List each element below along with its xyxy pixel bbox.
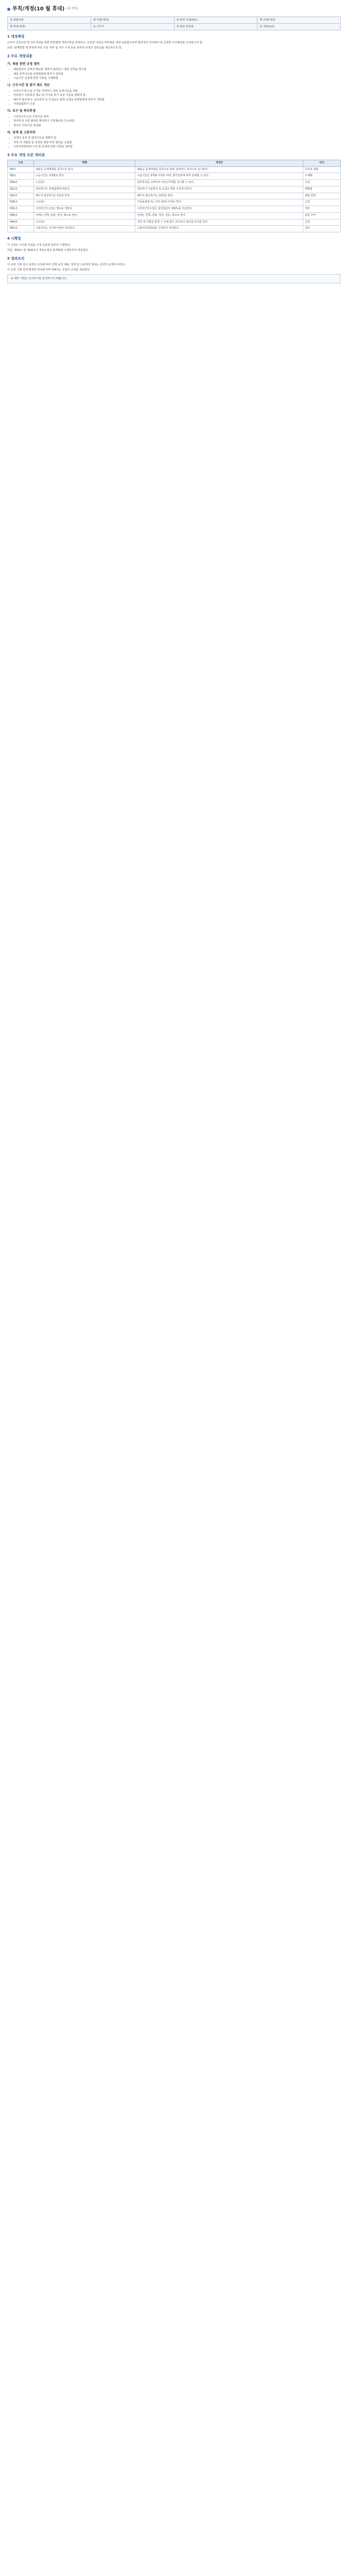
summary-row: [8, 23, 341, 30]
table-cell: <신설>: [34, 199, 135, 206]
list-item: • 가족돌봄휴가 신설: [13, 102, 341, 106]
table-row: [8, 166, 341, 173]
table-cell: 신설: [303, 219, 341, 226]
table-cell: 명확화: [303, 186, 341, 193]
table-cell: 시간외근무수당은 별도로 정한다.: [34, 206, 135, 213]
subsection-heading: 가. 채용 관련 규정 정비: [7, 62, 40, 66]
list-item: • 유연근무제 도입 근거를 마련하고 세부 운영기준을 정함: [13, 89, 341, 93]
table-cell: 제25조: [8, 193, 34, 199]
table-cell: 제22조: [8, 186, 34, 193]
table-cell: 연차휴가는 관계법령에 따른다.: [34, 186, 135, 193]
list-item: • 경조사 지원기준 현실화: [13, 124, 341, 128]
document-section: [7, 256, 341, 273]
list-item: • 배우자 출산휴가, 육아휴직 등 모성보호 관련 규정을 관계법령에 맞추어 개정함: [13, 98, 341, 102]
summary-table: [7, 16, 341, 30]
table-cell: 연차휴가 사용촉진 및 보상은 별표 기준에 따른다.: [135, 186, 303, 193]
table-row: [8, 173, 341, 180]
section-paragraph: 이 규정 시행 당시 종전의 규정에 따라 진행 중인 채용, 징계 및 고충처리 절차는 종전의 규정에 따른다.: [7, 263, 126, 267]
table-cell: 수습기간은 3개월 이내로 하며, 평가결과에 따라 단축할 수 있다.: [135, 173, 303, 180]
summary-cell: 제 조항(개정): [91, 16, 174, 23]
table-cell: 제47조: [8, 226, 34, 232]
table-cell: 법령 반영: [303, 193, 341, 199]
table-cell: 배우자 출산휴가는 5일로 한다.: [34, 193, 135, 199]
table-cell: 신설: [303, 180, 341, 187]
table-row: [8, 212, 341, 219]
section-heading: 2 주요 개정내용: [7, 54, 32, 59]
table-row: [8, 199, 341, 206]
summary-cell: 과 개정(4초): [257, 23, 341, 30]
list-item: • 징계의 종류 및 양정기준을 명확히 함: [13, 136, 341, 140]
table-row: [8, 180, 341, 187]
table-cell: 신설: [303, 199, 341, 206]
summary-cell: 제 조항(개정): [257, 16, 341, 23]
summary-cell: 과 관련 조항(4초): [174, 16, 257, 23]
table-cell: 고충처리위원회를 구성하여 처리한다.: [135, 226, 303, 232]
document-section: [7, 152, 341, 232]
subsection-heading: 다. 보수 및 복리후생: [7, 109, 36, 113]
table-cell: 정비: [303, 226, 341, 232]
table-row: [8, 186, 341, 193]
document-title: [7, 4, 341, 16]
document-section: [7, 54, 341, 149]
summary-row: [8, 16, 341, 23]
table-header-row: [8, 160, 341, 166]
summary-cell: 과 관련조항: [8, 16, 91, 23]
table-cell: 제9조: [8, 173, 34, 180]
list-item: • 고충처리위원회 구성 및 운영에 관한 사항을 정비함: [13, 145, 341, 149]
table-cell: 업무특성을 고려하여 유연근무제를 실시할 수 있다.: [135, 180, 303, 187]
section-paragraph: 이 규정 시행 전에 발생한 연차휴가에 대해서는 종전의 규정을 적용한다.: [7, 268, 91, 272]
summary-cell: 실 근무지: [91, 23, 174, 30]
summary-cell: 제 개정(개정): [8, 23, 91, 30]
section-heading: 5 경과조치: [7, 256, 25, 261]
section-paragraph: 이 규정은 이사회 의결을 거쳐 공포한 날부터 시행한다.: [7, 243, 71, 247]
table-row: [8, 193, 341, 199]
table-cell: 배우자 출산휴가는 10일로 한다.: [135, 193, 303, 199]
table-cell: 제5조: [8, 166, 34, 173]
table-cell: 정비: [303, 206, 341, 213]
subsection-list: [7, 89, 341, 107]
table-cell: 채용은 공개경쟁을 원칙으로 하며, 블라인드 방식으로 실시한다.: [135, 166, 303, 173]
table-cell: 징계는 견책, 감봉, 정직, 강등, 해고로 한다.: [135, 212, 303, 219]
table-cell: 제40조: [8, 212, 34, 219]
document-section: [7, 34, 341, 50]
section-heading: 4 시행일: [7, 236, 21, 241]
table-header-cell: 비고: [303, 160, 341, 166]
table-cell: 종류 추가: [303, 212, 341, 219]
section-paragraph: 근로자 신분보장 및 처우개선을 위한 관련법령 개정사항을 반영하고, 운영상 나타난 미비점을 개선·보완함으로써 합리적인 인사관리 및 공정한 근무환경을 조성하고자 함.: [7, 41, 203, 45]
section-paragraph: 또한, 관계법령 제·개정에 따른 조문 정비 및 자구 수정 등을 통하여 규정의 실효성을 제고하고자 함.: [7, 46, 123, 50]
table-cell: <신설>: [34, 180, 135, 187]
list-item: • 연차휴가 사용촉진 제도 및 미사용 휴가 보상 기준을 명확히 함: [13, 93, 341, 97]
list-item: • 직장 내 괴롭힘 및 성희롱 예방·처리 절차를 신설함: [13, 141, 341, 145]
document-page: [0, 0, 348, 283]
table-cell: 직장 내 괴롭힘 발생 시 지체 없이 조사하고 필요한 조치를 한다.: [135, 219, 303, 226]
table-cell: 징계는 견책, 감봉, 정직, 해고로 한다.: [34, 212, 135, 219]
list-item: • 시간외근무수당 산정기준 정비: [13, 115, 341, 119]
table-cell: 시간외근무수당은 통상임금의 150%를 지급한다.: [135, 206, 303, 213]
title-text: 부칙/개정(10 월 휴대): [12, 6, 65, 12]
table-row: [8, 226, 341, 232]
table-cell: 가족돌봄휴가는 연간 10일 이내로 한다.: [135, 199, 303, 206]
table-row: [8, 219, 341, 226]
subsection-list: [7, 136, 341, 149]
section-paragraph: 다만, 제25조 및 제26조의 개정규정은 관계법령 시행일부터 적용한다.: [7, 248, 89, 252]
table-cell: 제26조: [8, 199, 34, 206]
bullet-icon: [7, 8, 10, 11]
table-header-cell: 개정안: [135, 160, 303, 166]
subsection-heading: 라. 징계 및 고충처리: [7, 130, 36, 134]
revision-table: [7, 160, 341, 232]
summary-cell: 과 관련 위원회: [174, 23, 257, 30]
subsection-list: [7, 67, 341, 80]
table-cell: 고충처리는 인사부서에서 처리한다.: [34, 226, 135, 232]
document-body: [7, 34, 341, 273]
subsection-list: [7, 115, 341, 128]
table-header-cell: 현행: [34, 160, 135, 166]
notice-box: ※ 세부 사항은 인사부서로 문의하시기 바랍니다.: [7, 274, 341, 283]
table-row: [8, 206, 341, 213]
table-header-cell: 구분: [8, 160, 34, 166]
list-item: • 복리후생 지원 범위를 확대하고 지원절차를 간소화함: [13, 119, 341, 123]
list-item: • 수습기간 운영에 관한 사항을 구체화함: [13, 76, 341, 80]
table-cell: 수습기간은 3개월로 한다.: [34, 173, 135, 180]
list-item: • 채용절차의 공정성 확보를 위하여 블라인드 채용 원칙을 명시함: [13, 67, 341, 72]
table-cell: 구체화: [303, 173, 341, 180]
list-item: • 채용 결격사유를 관계법령에 맞추어 정비함: [13, 72, 341, 76]
document-section: [7, 236, 341, 252]
section-heading: 3 주요 개정 조문 대비표: [7, 153, 45, 158]
table-cell: 채용은 공개경쟁을 원칙으로 한다.: [34, 166, 135, 173]
table-cell: 제18조: [8, 180, 34, 187]
subsection-heading: 나. 근무시간 및 휴가 제도 개선: [7, 83, 50, 88]
table-cell: 공정성 강화: [303, 166, 341, 173]
table-cell: <신설>: [34, 219, 135, 226]
section-heading: 1 개정배경: [7, 34, 25, 39]
table-cell: 제31조: [8, 206, 34, 213]
table-cell: 제44조: [8, 219, 34, 226]
title-subtext: (실 개정): [66, 7, 78, 11]
